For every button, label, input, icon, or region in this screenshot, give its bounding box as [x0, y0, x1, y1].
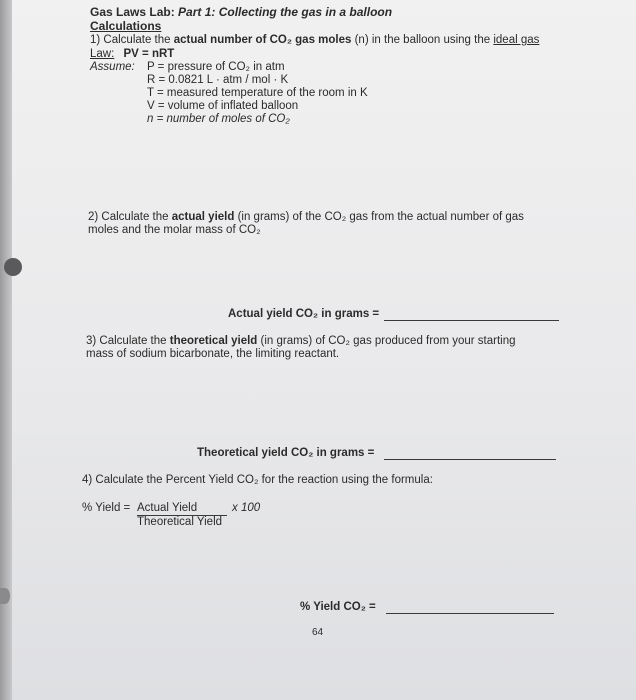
question-4: 4) Calculate the Percent Yield CO₂ for the reaction using the formula:	[82, 474, 433, 486]
q2-text-pre: 2) Calculate the	[88, 211, 172, 223]
formula-denominator: Theoretical Yield	[137, 516, 223, 528]
assumption-n: n = number of moles of CO₂	[147, 113, 290, 125]
q4-answer-line[interactable]	[386, 613, 554, 614]
page-title	[90, 6, 392, 20]
q2-text-post: (in grams) of the CO₂ gas from the actual number of gas	[234, 211, 524, 223]
q2-answer-label: Actual yield CO₂ in grams =	[228, 308, 380, 320]
q2-text-bold: actual yield	[171, 211, 235, 223]
numerator-text: Actual Yield	[137, 502, 198, 514]
q3-answer-line[interactable]	[384, 459, 556, 460]
q3-text-post: (in grams) of CO₂ gas produced from your starting	[257, 335, 516, 347]
q1-ideal-gas: ideal gas	[493, 34, 540, 46]
q2-answer-line[interactable]	[384, 320, 559, 321]
q4-answer-label: % Yield CO₂ =	[300, 601, 376, 613]
assumption-r: R = 0.0821 L · atm / mol · K	[147, 74, 289, 86]
binder-hole-bottom	[0, 588, 10, 604]
q2-line-2: moles and the molar mass of CO₂	[88, 224, 261, 236]
title-prefix: Gas Laws Lab:	[90, 5, 175, 19]
q1-formula: PV = nRT	[123, 48, 175, 60]
assume-label: Assume:	[90, 61, 135, 73]
formula-multiplier: x 100	[232, 502, 261, 514]
assumption-p: P = pressure of CO₂ in atm	[147, 61, 285, 73]
q3-text-pre: 3) Calculate the	[86, 335, 170, 347]
q3-answer-label: Theoretical yield CO₂ in grams =	[197, 447, 375, 459]
formula-numerator	[137, 502, 227, 516]
question-2	[88, 211, 524, 224]
assumption-v: V = volume of inflated balloon	[147, 100, 299, 112]
q1-law-label: Law:	[90, 48, 115, 60]
question-1	[90, 34, 539, 47]
calculations-heading: Calculations	[90, 19, 162, 33]
q1-text-bold: actual number of CO₂ gas moles	[173, 34, 352, 46]
title-part: Part 1: Collecting the gas in a balloon	[178, 5, 393, 19]
q1-text-post: (n) in the balloon using the	[351, 34, 494, 46]
q3-line-2: mass of sodium bicarbonate, the limiting reactant.	[86, 348, 340, 360]
binder-hole-top	[4, 258, 22, 276]
q1-text-pre: 1) Calculate the	[90, 34, 174, 46]
page-number: 64	[312, 627, 324, 638]
assumption-t: T = measured temperature of the room in K	[147, 87, 368, 99]
q3-text-bold: theoretical yield	[169, 335, 258, 347]
question-3	[86, 335, 516, 348]
percent-yield-formula-left: % Yield =	[82, 502, 131, 514]
q1-law-line	[90, 48, 174, 61]
